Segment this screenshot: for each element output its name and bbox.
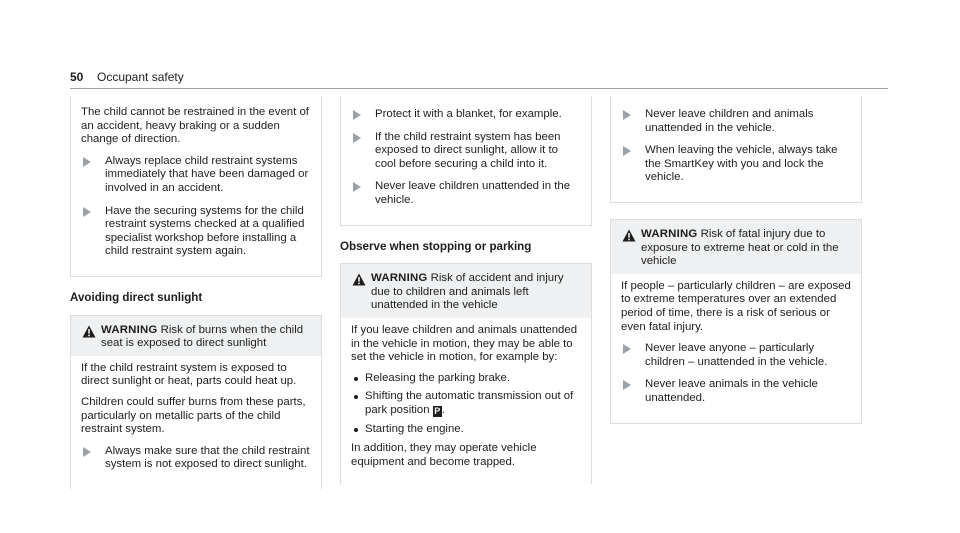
warning-box xyxy=(70,315,322,489)
page-number: 50 xyxy=(70,70,84,84)
continued-warning-box xyxy=(610,96,862,203)
step-arrow-icon xyxy=(83,157,91,167)
instruction-step: Protect it with a blanket, for example. xyxy=(351,108,581,122)
warning-header xyxy=(71,316,321,356)
continued-warning-box xyxy=(340,96,592,226)
warning-text: Children could suffer burns from these parts, particularly on metallic parts of the child restraint system. xyxy=(81,395,306,436)
warning-title: Risk of fatal injury due to exposure to extreme heat or cold in the vehicle xyxy=(641,227,839,268)
warning-text: In addition, they may operate vehicle equipment and become trapped. xyxy=(351,442,537,468)
step-arrow-icon xyxy=(623,344,631,354)
warning-title: Risk of burns when the child seat is exposed to direct sunlight xyxy=(101,323,304,350)
warning-body xyxy=(71,356,321,489)
column-3 xyxy=(610,96,862,424)
instruction-step: Never leave children unattended in the vehicle. xyxy=(351,180,581,207)
section-heading: Observe when stopping or parking xyxy=(340,239,532,253)
column-1 xyxy=(70,96,322,489)
continued-warning-box xyxy=(70,96,322,277)
warning-box xyxy=(340,263,592,484)
list-item: Starting the engine. xyxy=(351,423,581,437)
warning-label: WARNING xyxy=(641,227,698,240)
warning-triangle-icon xyxy=(622,229,636,242)
instruction-step: Have the securing systems for the child restraint systems checked at a qualified specialist workshop before installing a child restraint system again. xyxy=(81,205,311,259)
warning-body xyxy=(611,274,861,423)
section-title: Occupant safety xyxy=(97,70,184,84)
park-position-icon: P xyxy=(434,405,441,416)
step-arrow-icon xyxy=(623,146,631,156)
intro-text: The child cannot be restrained in the event of an accident, heavy braking or a sudden change of direction. xyxy=(81,106,309,146)
instruction-step: Never leave anyone – particularly children – unattended in the vehicle. xyxy=(621,342,851,369)
warning-label: WARNING xyxy=(101,323,158,336)
warning-label: WARNING xyxy=(371,272,428,285)
step-arrow-icon xyxy=(623,380,631,390)
step-arrow-icon xyxy=(353,110,361,120)
step-arrow-icon xyxy=(83,447,91,457)
list-item: Shifting the automatic transmission out of park position P . xyxy=(351,390,581,417)
instruction-step: Always make sure that the child restraint system is not exposed to direct sunlight. xyxy=(81,445,311,472)
step-arrow-icon xyxy=(83,207,91,217)
warning-body xyxy=(341,318,591,484)
column-2 xyxy=(340,96,592,484)
warning-header xyxy=(611,220,861,274)
list-item: Releasing the parking brake. xyxy=(351,372,581,386)
section-heading: Avoiding direct sunlight xyxy=(70,290,203,304)
step-arrow-icon xyxy=(623,110,631,120)
instruction-step: Never leave animals in the vehicle unattended. xyxy=(621,378,851,405)
instruction-step: When leaving the vehicle, always take the SmartKey with you and lock the vehicle. xyxy=(621,144,851,185)
step-arrow-icon xyxy=(353,133,361,143)
warning-text: If you leave children and animals unattended in the vehicle in motion, they may be able to set the vehicle in motion, for example by: xyxy=(351,323,578,364)
bullet-list xyxy=(351,372,581,436)
warning-header xyxy=(341,264,591,318)
warning-triangle-icon xyxy=(82,325,96,338)
instruction-step: Never leave children and animals unattended in the vehicle. xyxy=(621,108,851,135)
step-arrow-icon xyxy=(353,182,361,192)
warning-text: If people – particularly children – are exposed to extreme temperatures over an extended period of time, there is a risk of serious or even fatal injury. xyxy=(621,279,851,333)
warning-text: If the child restraint system is exposed to direct sunlight or heat, parts could heat up. xyxy=(81,361,297,388)
warning-title: Risk of accident and injury due to children and animals left unattended in the vehicle xyxy=(371,272,564,312)
header-divider xyxy=(70,88,888,89)
warning-box xyxy=(610,219,862,424)
warning-triangle-icon xyxy=(352,273,366,286)
instruction-step: If the child restraint system has been exposed to direct sunlight, allow it to cool before securing a child into it. xyxy=(351,131,581,172)
instruction-step: Always replace child restraint systems immediately that have been damaged or involved in an accident. xyxy=(81,155,311,196)
